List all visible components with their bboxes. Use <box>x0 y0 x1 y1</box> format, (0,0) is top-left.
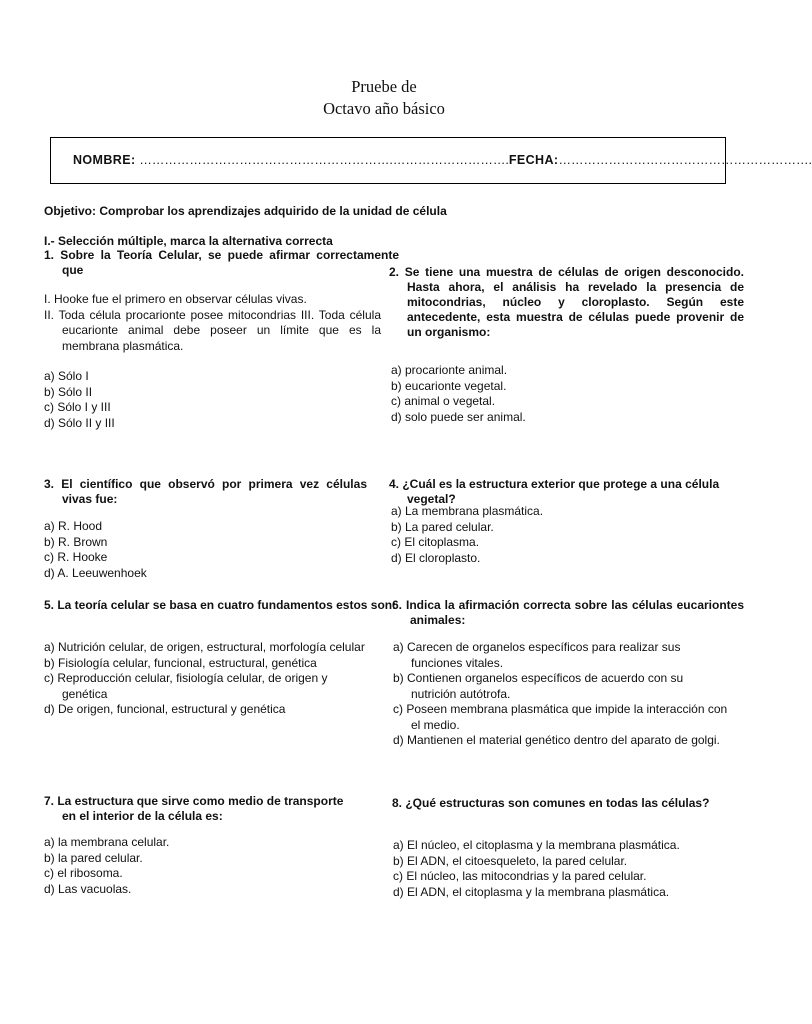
option-a[interactable]: a) Sólo I <box>44 369 89 383</box>
question-8-options <box>393 838 680 900</box>
question-5-options <box>44 640 374 718</box>
test-title: Pruebe de <box>351 77 417 96</box>
question-6-options <box>393 640 728 749</box>
question-4-options <box>391 504 543 566</box>
option-a[interactable]: a) La membrana plasmática. <box>391 504 544 518</box>
option-d[interactable]: d) A. Leeuwenhoek <box>44 565 147 580</box>
question-2-options <box>391 363 526 425</box>
option-c[interactable]: c) El citoplasma. <box>391 535 480 550</box>
date-field[interactable]: ……………………………………………………. <box>558 153 812 167</box>
option-a[interactable]: a) El núcleo, el citoplasma y la membrana plasmática. <box>393 838 680 852</box>
question-1-prompt: 1. Sobre la Teoría Celular, se puede afirmar correctamente que <box>44 248 399 277</box>
section-title: I.- Selección múltiple, marca la alternativa correcta <box>44 234 333 248</box>
name-field[interactable]: …………………………………………………….………………………. <box>139 153 509 167</box>
name-label: NOMBRE: <box>73 153 136 167</box>
option-d[interactable]: d) El cloroplasto. <box>391 550 481 565</box>
option-c[interactable]: c) R. Hooke <box>44 550 108 565</box>
option-d[interactable]: d) De origen, funcional, estructural y genética <box>44 702 286 716</box>
option-a[interactable]: a) procarionte animal. <box>391 363 508 377</box>
option-b[interactable]: b) El ADN, el citoesqueleto, la pared celular. <box>393 853 628 868</box>
option-c[interactable]: c) Poseen membrana plasmática que impide la interacción con el medio. <box>393 702 728 732</box>
question-3-options <box>44 519 147 581</box>
option-a[interactable]: a) Carecen de organelos específicos para realizar sus funciones vitales. <box>393 640 681 670</box>
question-4-prompt: 4. ¿Cuál es la estructura exterior que protege a una célula vegetal? <box>389 477 720 506</box>
option-b[interactable]: b) Contienen organelos específicos de acuerdo con su nutrición autótrofa. <box>393 671 684 701</box>
question-5-prompt: 5. La teoría celular se basa en cuatro fundamentos estos son: <box>44 598 397 612</box>
option-c[interactable]: c) Reproducción celular, fisiología celular, de origen y genética <box>44 671 328 701</box>
student-info-box <box>50 137 812 184</box>
option-b[interactable]: b) La pared celular. <box>391 519 494 534</box>
question-6-prompt: 6. Indica la afirmación correcta sobre las células eucariontes animales: <box>392 598 744 627</box>
option-a[interactable]: a) la membrana celular. <box>44 835 170 849</box>
option-a[interactable]: a) R. Hood <box>44 519 103 533</box>
option-d[interactable]: d) El ADN, el citoplasma y la membrana plasmática. <box>393 884 670 899</box>
question-7-options <box>44 835 169 897</box>
student-info-line <box>73 153 812 167</box>
option-c[interactable]: c) Sólo I y III <box>44 400 111 415</box>
option-d[interactable]: d) Las vacuolas. <box>44 881 132 896</box>
option-c[interactable]: c) el ribosoma. <box>44 866 123 881</box>
option-b[interactable]: b) R. Brown <box>44 534 108 549</box>
question-2-prompt: 2. Se tiene una muestra de células de origen desconocido. Hasta ahora, el análisis ha revelado la presencia de mitocondrias, núcleo y cloroplasto. Según este antecedente, esta muestra de células puede provenir de un organismo: <box>389 265 744 339</box>
question-1-options <box>44 369 115 431</box>
option-d[interactable]: d) solo puede ser animal. <box>391 409 526 424</box>
option-d[interactable]: d) Sólo II y III <box>44 415 115 430</box>
statement-2: II. Toda célula procarionte posee mitocondrias III. Toda célula eucarionte animal debe poseer un límite que es la membrana plasmática. <box>44 307 381 353</box>
option-a[interactable]: a) Nutrición celular, de origen, estructural, morfología celular <box>44 640 365 654</box>
option-c[interactable]: c) El núcleo, las mitocondrias y la pared celular. <box>393 869 647 884</box>
option-b[interactable]: b) eucarionte vegetal. <box>391 378 507 393</box>
question-7-prompt: 7. La estructura que sirve como medio de transporte en el interior de la célula es: <box>44 794 344 823</box>
option-d[interactable]: d) Mantienen el material genético dentro del aparato de golgi. <box>393 733 720 747</box>
objective: Objetivo: Comprobar los aprendizajes adquirido de la unidad de célula <box>44 204 447 218</box>
question-3-prompt: 3. El científico que observó por primera vez células vivas fue: <box>44 477 367 506</box>
statement-1: I. Hooke fue el primero en observar células vivas. <box>44 292 307 306</box>
option-b[interactable]: b) la pared celular. <box>44 850 143 865</box>
question-1-statements <box>44 292 381 354</box>
option-c[interactable]: c) animal o vegetal. <box>391 394 496 409</box>
date-label: FECHA: <box>508 153 559 167</box>
question-8-prompt: 8. ¿Qué estructuras son comunes en todas las células? <box>392 796 710 810</box>
test-subtitle: Octavo año básico <box>323 99 445 118</box>
option-b[interactable]: b) Fisiología celular, funcional, estructural, genética <box>44 655 317 670</box>
option-b[interactable]: b) Sólo II <box>44 384 93 399</box>
